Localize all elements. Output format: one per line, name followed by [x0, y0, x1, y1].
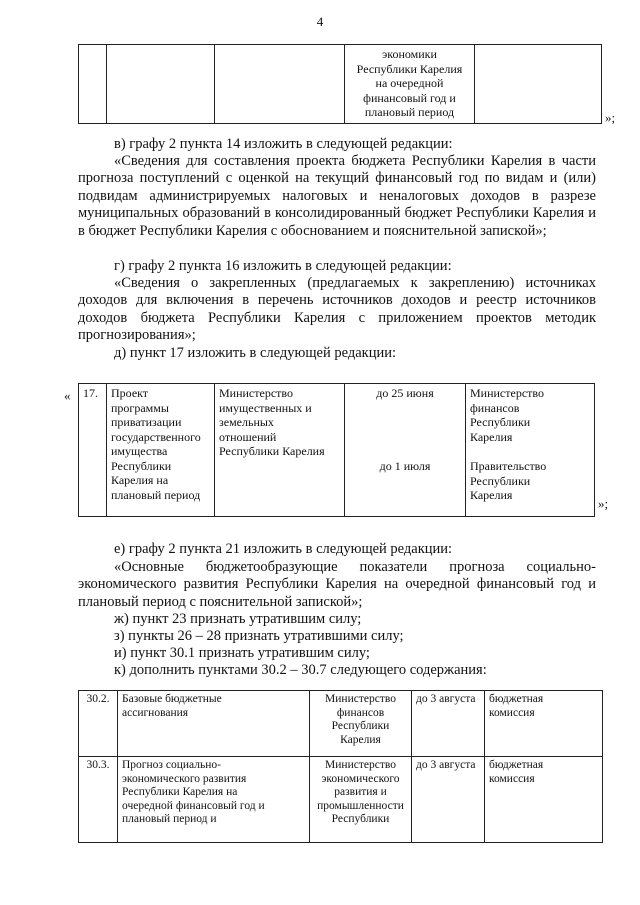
cell-line: Проект	[111, 386, 149, 400]
list-item: и) пункт 30.1 признать утратившим силу;	[114, 645, 370, 661]
cell-line: Министерство	[325, 759, 396, 771]
table-continuation	[78, 44, 602, 124]
cell-line: на очередной	[375, 76, 444, 90]
date-line: до 1 июля	[379, 458, 431, 473]
list-item: з) пункты 26 – 28 признать утратившими силу;	[114, 628, 404, 644]
cell-line: развития и	[334, 786, 387, 798]
cell-line: имущества	[111, 444, 168, 458]
table-cell-name	[345, 45, 475, 124]
paragraph-d-heading: д) пункт 17 изложить в следующей редакции:	[114, 345, 396, 361]
table-cell	[215, 45, 345, 124]
cell-line: очередной финансовый год и	[122, 799, 265, 812]
row-date: до 3 августа	[412, 691, 485, 757]
cell-line: промышленности	[317, 799, 404, 812]
cell-line: Республики Карелия на	[122, 786, 238, 798]
paragraph-g-text: «Сведения о закрепленных (предлагаемых к закреплению) источниках доходов для включения в перечень источников доходов и реестр источников доходов бюджета Республики Карелия с приложением проектов методик прогнозирования»;	[78, 275, 596, 344]
row-responsible	[485, 691, 603, 757]
cell-line: Правительство	[470, 459, 547, 473]
row-ministry	[310, 691, 412, 757]
paragraph-v-text: «Сведения для составления проекта бюджета Республики Карелия в части прогноза поступлений с оценкой на текущий финансовый год по видам и (или) подвидам администрируемых налоговых и неналоговых доходов в разрезе муниципальных образований в консолидированный бюджет Республики Карелия и в бюджет Республики Карелия с обоснованием и пояснительной запиской»;	[78, 153, 596, 239]
cell-line: Республики	[470, 473, 531, 488]
table-cell	[79, 45, 107, 124]
cell-line: Прогноз социально-	[122, 759, 221, 771]
cell-line: Министерство	[219, 386, 293, 400]
cell-line: экономического	[321, 772, 400, 785]
cell-line: ассигнования	[122, 706, 189, 719]
cell-line: финансов	[336, 706, 385, 719]
paragraph-g-heading: г) графу 2 пункта 16 изложить в следующей редакции:	[114, 258, 452, 274]
cell-line: отношений	[219, 429, 277, 444]
date-line: до 25 июня	[376, 386, 434, 400]
item-ministry	[215, 384, 345, 517]
paragraph-v-heading: в) графу 2 пункта 14 изложить в следующей редакции:	[114, 136, 453, 152]
cell-line: экономики	[382, 47, 437, 61]
paragraph-e-heading: е) графу 2 пункта 21 изложить в следующей редакции:	[114, 541, 453, 557]
row-ministry	[310, 757, 412, 843]
paragraph-e-text: «Основные бюджетообразующие показатели прогноза социально-экономического развития Республики Карелия на очередной финансовый год и плановый период с пояснительной запиской»;	[78, 559, 596, 610]
cell-line: имущественных и	[219, 400, 312, 415]
cell-line: Республики	[470, 415, 531, 429]
cell-line: Карелия	[470, 488, 513, 502]
cell-line: Базовые бюджетные	[122, 693, 222, 705]
cell-line: Республики	[331, 720, 390, 732]
cell-line: приватизации	[111, 415, 182, 429]
item-responsible	[466, 384, 595, 517]
cell-line: комиссия	[489, 706, 535, 719]
cell-line: финансов	[470, 400, 520, 415]
cell-line: Министерство	[470, 386, 544, 400]
cell-line: бюджетная	[489, 759, 544, 771]
row-name	[118, 757, 310, 843]
row-date: до 3 августа	[412, 757, 485, 843]
cell-line: Республики	[331, 813, 390, 825]
item-dates	[345, 384, 466, 517]
cell-line: государственного	[111, 429, 201, 444]
cell-line: Республики Карелия	[219, 444, 325, 458]
table-item-17	[78, 383, 595, 517]
list-item: к) дополнить пунктами 30.2 – 30.7 следующего содержания:	[114, 662, 487, 678]
cell-line: Республики Карелия	[356, 61, 463, 76]
cell-line: Карелия на	[111, 473, 169, 487]
item-number: 17.	[79, 384, 107, 517]
closing-quote-mark: »;	[605, 110, 616, 125]
cell-line: комиссия	[489, 772, 535, 785]
cell-line: программы	[111, 400, 169, 415]
list-item: ж) пункт 23 признать утратившим силу;	[114, 611, 362, 627]
row-name	[118, 691, 310, 757]
row-number: 30.3.	[79, 757, 118, 843]
cell-line: Карелия	[470, 429, 513, 444]
row-number: 30.2.	[79, 691, 118, 757]
page-number: 4	[316, 14, 324, 29]
opening-quote-mark: «	[64, 388, 71, 403]
row-responsible	[485, 757, 603, 843]
cell-line: плановый период и	[122, 813, 217, 825]
cell-line: бюджетная	[489, 693, 544, 705]
cell-line: земельных	[219, 415, 274, 429]
table-cell	[475, 45, 602, 124]
cell-line: плановый период	[111, 487, 201, 502]
cell-line: плановый период	[364, 105, 455, 119]
closing-quote-mark: »;	[598, 496, 609, 511]
cell-line: финансовый год и	[363, 90, 456, 105]
cell-line: Министерство	[325, 693, 396, 705]
table-cell	[107, 45, 215, 124]
cell-line: Карелия	[340, 733, 381, 746]
cell-line: экономического развития	[122, 772, 247, 785]
cell-line: Республики	[111, 458, 172, 473]
table-items-30	[78, 690, 603, 843]
item-name	[107, 384, 215, 517]
